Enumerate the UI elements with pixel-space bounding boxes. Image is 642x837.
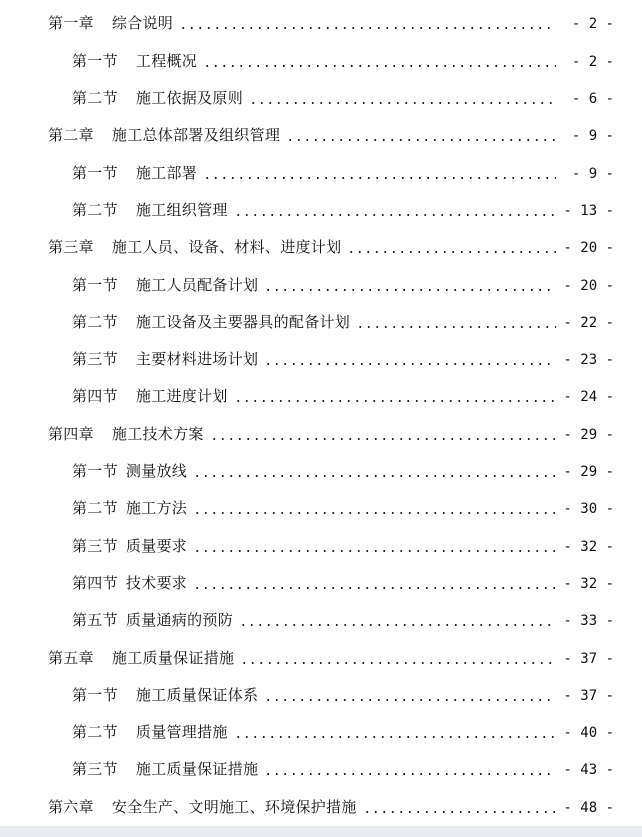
toc-entry-number: 第三节 — [72, 350, 118, 368]
toc-entry-title: 施工设备及主要器具的配备计划 — [135, 313, 351, 331]
toc-dot-leader — [179, 27, 556, 29]
toc-dot-leader — [239, 624, 556, 626]
toc-entry-page: - 9 - — [571, 166, 614, 182]
toc-dot-leader — [264, 363, 556, 365]
toc-dot-leader — [249, 102, 556, 104]
toc-entry-title: 技术要求 — [125, 574, 188, 592]
toc-dot-leader — [234, 214, 556, 216]
toc-entry-title: 施工总体部署及组织管理 — [111, 126, 281, 144]
toc-entry-label — [72, 684, 258, 706]
toc-entry-label — [72, 721, 228, 743]
toc-dot-leader — [240, 662, 556, 664]
toc-entry-title: 施工人员、设备、材料、进度计划 — [111, 238, 342, 256]
toc-entry[interactable] — [48, 647, 614, 669]
toc-entry[interactable] — [72, 385, 614, 407]
toc-entry[interactable] — [72, 460, 614, 482]
toc-dot-leader — [193, 587, 556, 589]
toc-dot-leader — [347, 251, 556, 253]
toc-entry-title: 综合说明 — [111, 14, 174, 32]
toc-entry-title: 主要材料进场计划 — [135, 350, 259, 368]
toc-entry-label — [72, 609, 233, 631]
toc-entry-title: 施工质量保证措施 — [135, 760, 259, 778]
toc-entry[interactable] — [72, 684, 614, 706]
toc-entry[interactable] — [48, 124, 614, 146]
toc-entry[interactable] — [72, 721, 614, 743]
toc-entry-label — [72, 348, 258, 370]
toc-dot-leader — [193, 550, 556, 552]
toc-entry-page: - 13 - — [563, 203, 614, 219]
toc-entry-number: 第二节 — [72, 89, 118, 107]
toc-entry-label — [72, 460, 187, 482]
toc-dot-leader — [264, 289, 556, 291]
toc-entry-title: 质量要求 — [125, 537, 188, 555]
toc-entry-number: 第四节 — [72, 387, 118, 405]
toc-entry-page: - 6 - — [571, 91, 614, 107]
toc-entry[interactable] — [48, 423, 614, 445]
toc-dot-leader — [234, 400, 556, 402]
toc-entry-page: - 40 - — [563, 725, 614, 741]
toc-entry-number: 第五节 — [72, 611, 118, 629]
toc-dot-leader — [363, 811, 556, 813]
toc-entry-number: 第一节 — [72, 462, 118, 480]
toc-entry[interactable] — [72, 274, 614, 296]
toc-dot-leader — [264, 773, 556, 775]
toc-entry[interactable] — [72, 497, 614, 519]
toc-entry-label — [72, 385, 228, 407]
toc-entry-page: - 32 - — [563, 576, 614, 592]
toc-entry[interactable] — [48, 796, 614, 818]
toc-entry-number: 第一节 — [72, 276, 118, 294]
toc-entry-title: 测量放线 — [125, 462, 188, 480]
toc-entry-number: 第一节 — [72, 164, 118, 182]
toc-entry-label — [48, 12, 173, 34]
toc-entry-title: 施工质量保证措施 — [111, 649, 235, 667]
toc-entry-number: 第五章 — [48, 649, 94, 667]
toc-entry-number: 第四章 — [48, 425, 94, 443]
toc-entry-number: 第一节 — [72, 686, 118, 704]
toc-entry-number: 第二节 — [72, 499, 118, 517]
toc-entry-title: 施工组织管理 — [135, 201, 228, 219]
toc-entry-page: - 2 - — [571, 54, 614, 70]
toc-entry-label — [72, 497, 187, 519]
toc-entry[interactable] — [72, 758, 614, 780]
toc-entry-label — [48, 647, 234, 669]
toc-entry-page: - 37 - — [563, 688, 614, 704]
toc-entry-label — [72, 87, 243, 109]
toc-entry-page: - 2 - — [571, 16, 614, 32]
toc-dot-leader — [286, 139, 556, 141]
toc-entry-title: 施工方法 — [125, 499, 188, 517]
toc-entry-page: - 24 - — [563, 389, 614, 405]
toc-entry-number: 第三节 — [72, 537, 118, 555]
toc-entry-label — [72, 50, 197, 72]
toc-entry-number: 第二章 — [48, 126, 94, 144]
toc-entry-page: - 30 - — [563, 501, 614, 517]
toc-entry-page: - 9 - — [571, 128, 614, 144]
toc-entry-number: 第六章 — [48, 798, 94, 816]
toc-entry[interactable] — [72, 348, 614, 370]
toc-entry-page: - 29 - — [563, 464, 614, 480]
toc-entry-label — [48, 236, 341, 258]
toc-dot-leader — [264, 699, 556, 701]
toc-entry-label — [72, 162, 197, 184]
toc-entry-page: - 43 - — [563, 762, 614, 778]
toc-entry[interactable] — [72, 87, 614, 109]
toc-entry-number: 第一节 — [72, 52, 118, 70]
toc-entry-number: 第三节 — [72, 760, 118, 778]
toc-entry-label — [48, 796, 357, 818]
toc-entry-title: 施工依据及原则 — [135, 89, 244, 107]
toc-dot-leader — [210, 438, 556, 440]
toc-entry-label — [72, 274, 258, 296]
toc-dot-leader — [356, 326, 556, 328]
toc-entry[interactable] — [48, 236, 614, 258]
toc-entry-number: 第二节 — [72, 201, 118, 219]
toc-entry-title: 安全生产、文明施工、环境保护措施 — [111, 798, 357, 816]
toc-entry-title: 质量管理措施 — [135, 723, 228, 741]
toc-entry-number: 第三章 — [48, 238, 94, 256]
toc-entry-title: 施工进度计划 — [135, 387, 228, 405]
toc-entry-title: 施工部署 — [135, 164, 198, 182]
toc-dot-leader — [193, 475, 556, 477]
toc-entry[interactable] — [72, 311, 614, 333]
toc-entry[interactable] — [72, 572, 614, 594]
toc-entry-title: 工程概况 — [135, 52, 198, 70]
toc-entry-page: - 22 - — [563, 315, 614, 331]
toc-entry-label — [72, 758, 258, 780]
toc-entry-page: - 20 - — [563, 278, 614, 294]
toc-dot-leader — [203, 65, 556, 67]
toc-entry[interactable] — [72, 535, 614, 557]
toc-entry-label — [72, 311, 350, 333]
toc-entry-label — [72, 199, 228, 221]
toc-entry[interactable] — [72, 162, 614, 184]
toc-dot-leader — [234, 736, 556, 738]
toc-entry-title: 施工质量保证体系 — [135, 686, 259, 704]
toc-dot-leader — [203, 177, 556, 179]
toc-entry-number: 第二节 — [72, 723, 118, 741]
toc-entry[interactable] — [72, 609, 614, 631]
toc-entry-label — [72, 572, 187, 594]
toc-entry-page: - 20 - — [563, 240, 614, 256]
toc-entry-number: 第一章 — [48, 14, 94, 32]
toc-entry[interactable] — [72, 50, 614, 72]
toc-dot-leader — [193, 512, 556, 514]
toc-entry-number: 第二节 — [72, 313, 118, 331]
toc-entry-page: - 23 - — [563, 352, 614, 368]
toc-entry-page: - 32 - — [563, 539, 614, 555]
toc-entry-title: 质量通病的预防 — [125, 611, 234, 629]
toc-entry-label — [72, 535, 187, 557]
page-bottom-edge — [0, 826, 642, 837]
toc-entry[interactable] — [72, 199, 614, 221]
toc-entry-label — [48, 124, 280, 146]
toc-entry-page: - 37 - — [563, 651, 614, 667]
toc-entry-title: 施工人员配备计划 — [135, 276, 259, 294]
toc-entry-number: 第四节 — [72, 574, 118, 592]
toc-entry-page: - 33 - — [563, 613, 614, 629]
toc-entry-page: - 29 - — [563, 427, 614, 443]
toc-entry-title: 施工技术方案 — [111, 425, 204, 443]
toc-entry-page: - 48 - — [563, 800, 614, 816]
toc-entry[interactable] — [48, 12, 614, 34]
toc-entry-label — [48, 423, 204, 445]
